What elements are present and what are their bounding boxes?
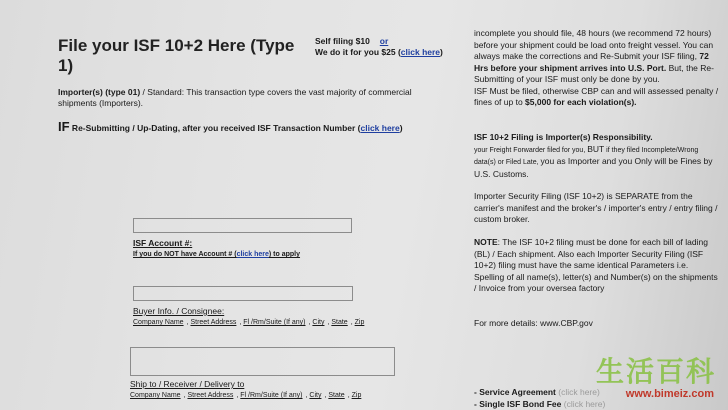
buyer-col-city: City [312,319,325,326]
account-note-text: If you do NOT have Account # ( [133,251,237,258]
filing-timing-paragraph [474,28,719,109]
service-click-here-link[interactable]: click here [400,47,441,57]
resubmit-text: Re-Submitting / Up-Dating, after you received ISF Transaction Number ( [69,123,361,133]
watermark-logo: 生活百科 [595,356,716,387]
fines-text: you as Importer and you Only will be Fines by U.S. Customs. [474,156,713,179]
ship-col-company: Company Name [130,392,181,399]
ship-col-street: Street Address [187,392,234,399]
responsibility-paragraph [474,132,719,180]
buyer-info-label: Buyer Info. / Consignee: [133,306,225,316]
buyer-col-company: Company Name [133,319,184,326]
timing-text-a: incomplete you should file, 48 hours (we recommend 72 hours) before your shipment could be load onto freight vessel. You can always make the corrections and Re-Submit your ISF filing, [474,28,714,61]
resubmit-notice [58,121,458,134]
ship-col-zip: Zip [351,392,362,399]
timing-text-bold: 72 Hrs before your shipment arrives into U.S. Port. [474,51,709,73]
ship-col-suite: Fl /Rm/Suite (If any) [240,392,303,399]
timing-text-c: But, the Re-Submitting of your ISF must only be done by you. [474,62,714,84]
isf-account-note [133,250,300,259]
pricing-block [315,36,465,58]
ship-to-label: Ship to / Receiver / Delivery to [130,379,245,389]
separate-filing-paragraph: Importer Security Filing (ISF 10+2) is SEPARATE from the carrier's manifest and the broker's / importer's entry / entry filing / custom broker. [474,191,718,224]
bond-fee-text: - Single ISF Bond Fee [474,398,562,409]
penalty-amount: $5,000 for each violation(s). [525,97,637,107]
service-paren: ) [440,47,443,57]
buyer-col-suite: Fl /Rm/Suite (If any) [243,319,306,326]
isf-account-input[interactable] [133,286,353,301]
incomplete-text: if they filed Incomplete/Wrong data(s) or Filed Late, [474,146,699,166]
isf-account-label: ISF Account #: [133,238,193,248]
cbp-details: For more details: www.CBP.gov [474,318,593,328]
buyer-info-textarea[interactable] [130,347,395,376]
resubmit-paren: ) [399,123,403,133]
importer-type-heading: Importer(s) (type 01) [58,87,141,97]
buyer-col-street: Street Address [190,319,237,326]
top-input-field[interactable] [133,218,352,233]
apply-click-here-link[interactable]: click here [236,251,269,258]
service-agreement-text: - Service Agreement [474,387,556,397]
service-price: We do it for you $25 ( [315,47,401,57]
forwarder-text: your Freight Forwarder filed for you, [474,146,588,154]
ship-col-city: City [309,392,322,399]
note-text: : The ISF 10+2 filing must be done for each bill of lading (BL) / Each shipment. Also each Importer Security Filing (ISF 10+2) filing must have the same identical Parameters i.e. Spelling of all name(s), letter(s) and Number(s) on the shipments / Invoice from your oversea factory [474,237,718,293]
ship-to-columns: Company Name , Street Address , Fl /Rm/Suite (If any) , City , State , Zip [130,392,362,399]
ship-col-state: State [328,392,345,399]
buyer-info-columns: Company Name , Street Address , Fl /Rm/Suite (If any) , City , State , Zip [133,319,365,326]
buyer-col-zip: Zip [354,319,365,326]
bond-fee-link[interactable]: (click here) [561,398,606,409]
or-link[interactable]: or [379,36,389,46]
importer-type-text: / Standard: This transaction type covers the vast majority of commercial shipments (Importers). [58,87,412,108]
resubmit-click-here-link[interactable]: click here [360,123,400,133]
note-label: NOTE [474,237,498,247]
account-note-suffix: ) to apply [268,251,301,258]
penalty-text: ISF Must be filed, otherwise CBP can and will assessed penalty / fines of up to [474,85,719,107]
page-title: File your ISF 10+2 Here (Type 1) [58,36,295,75]
but-text: BUT [587,143,605,154]
note-paragraph [474,237,719,295]
buyer-col-state: State [331,319,348,326]
self-filing-price: Self filing $10 [315,36,370,46]
service-agreement-link[interactable]: (click here) [555,387,600,397]
watermark-url: www.bimeiz.com [625,388,714,400]
resubmit-if: IF [58,119,70,134]
importer-type-description [58,87,448,109]
responsibility-heading: ISF 10+2 Filing is Importer(s) Responsibility. [474,132,653,142]
